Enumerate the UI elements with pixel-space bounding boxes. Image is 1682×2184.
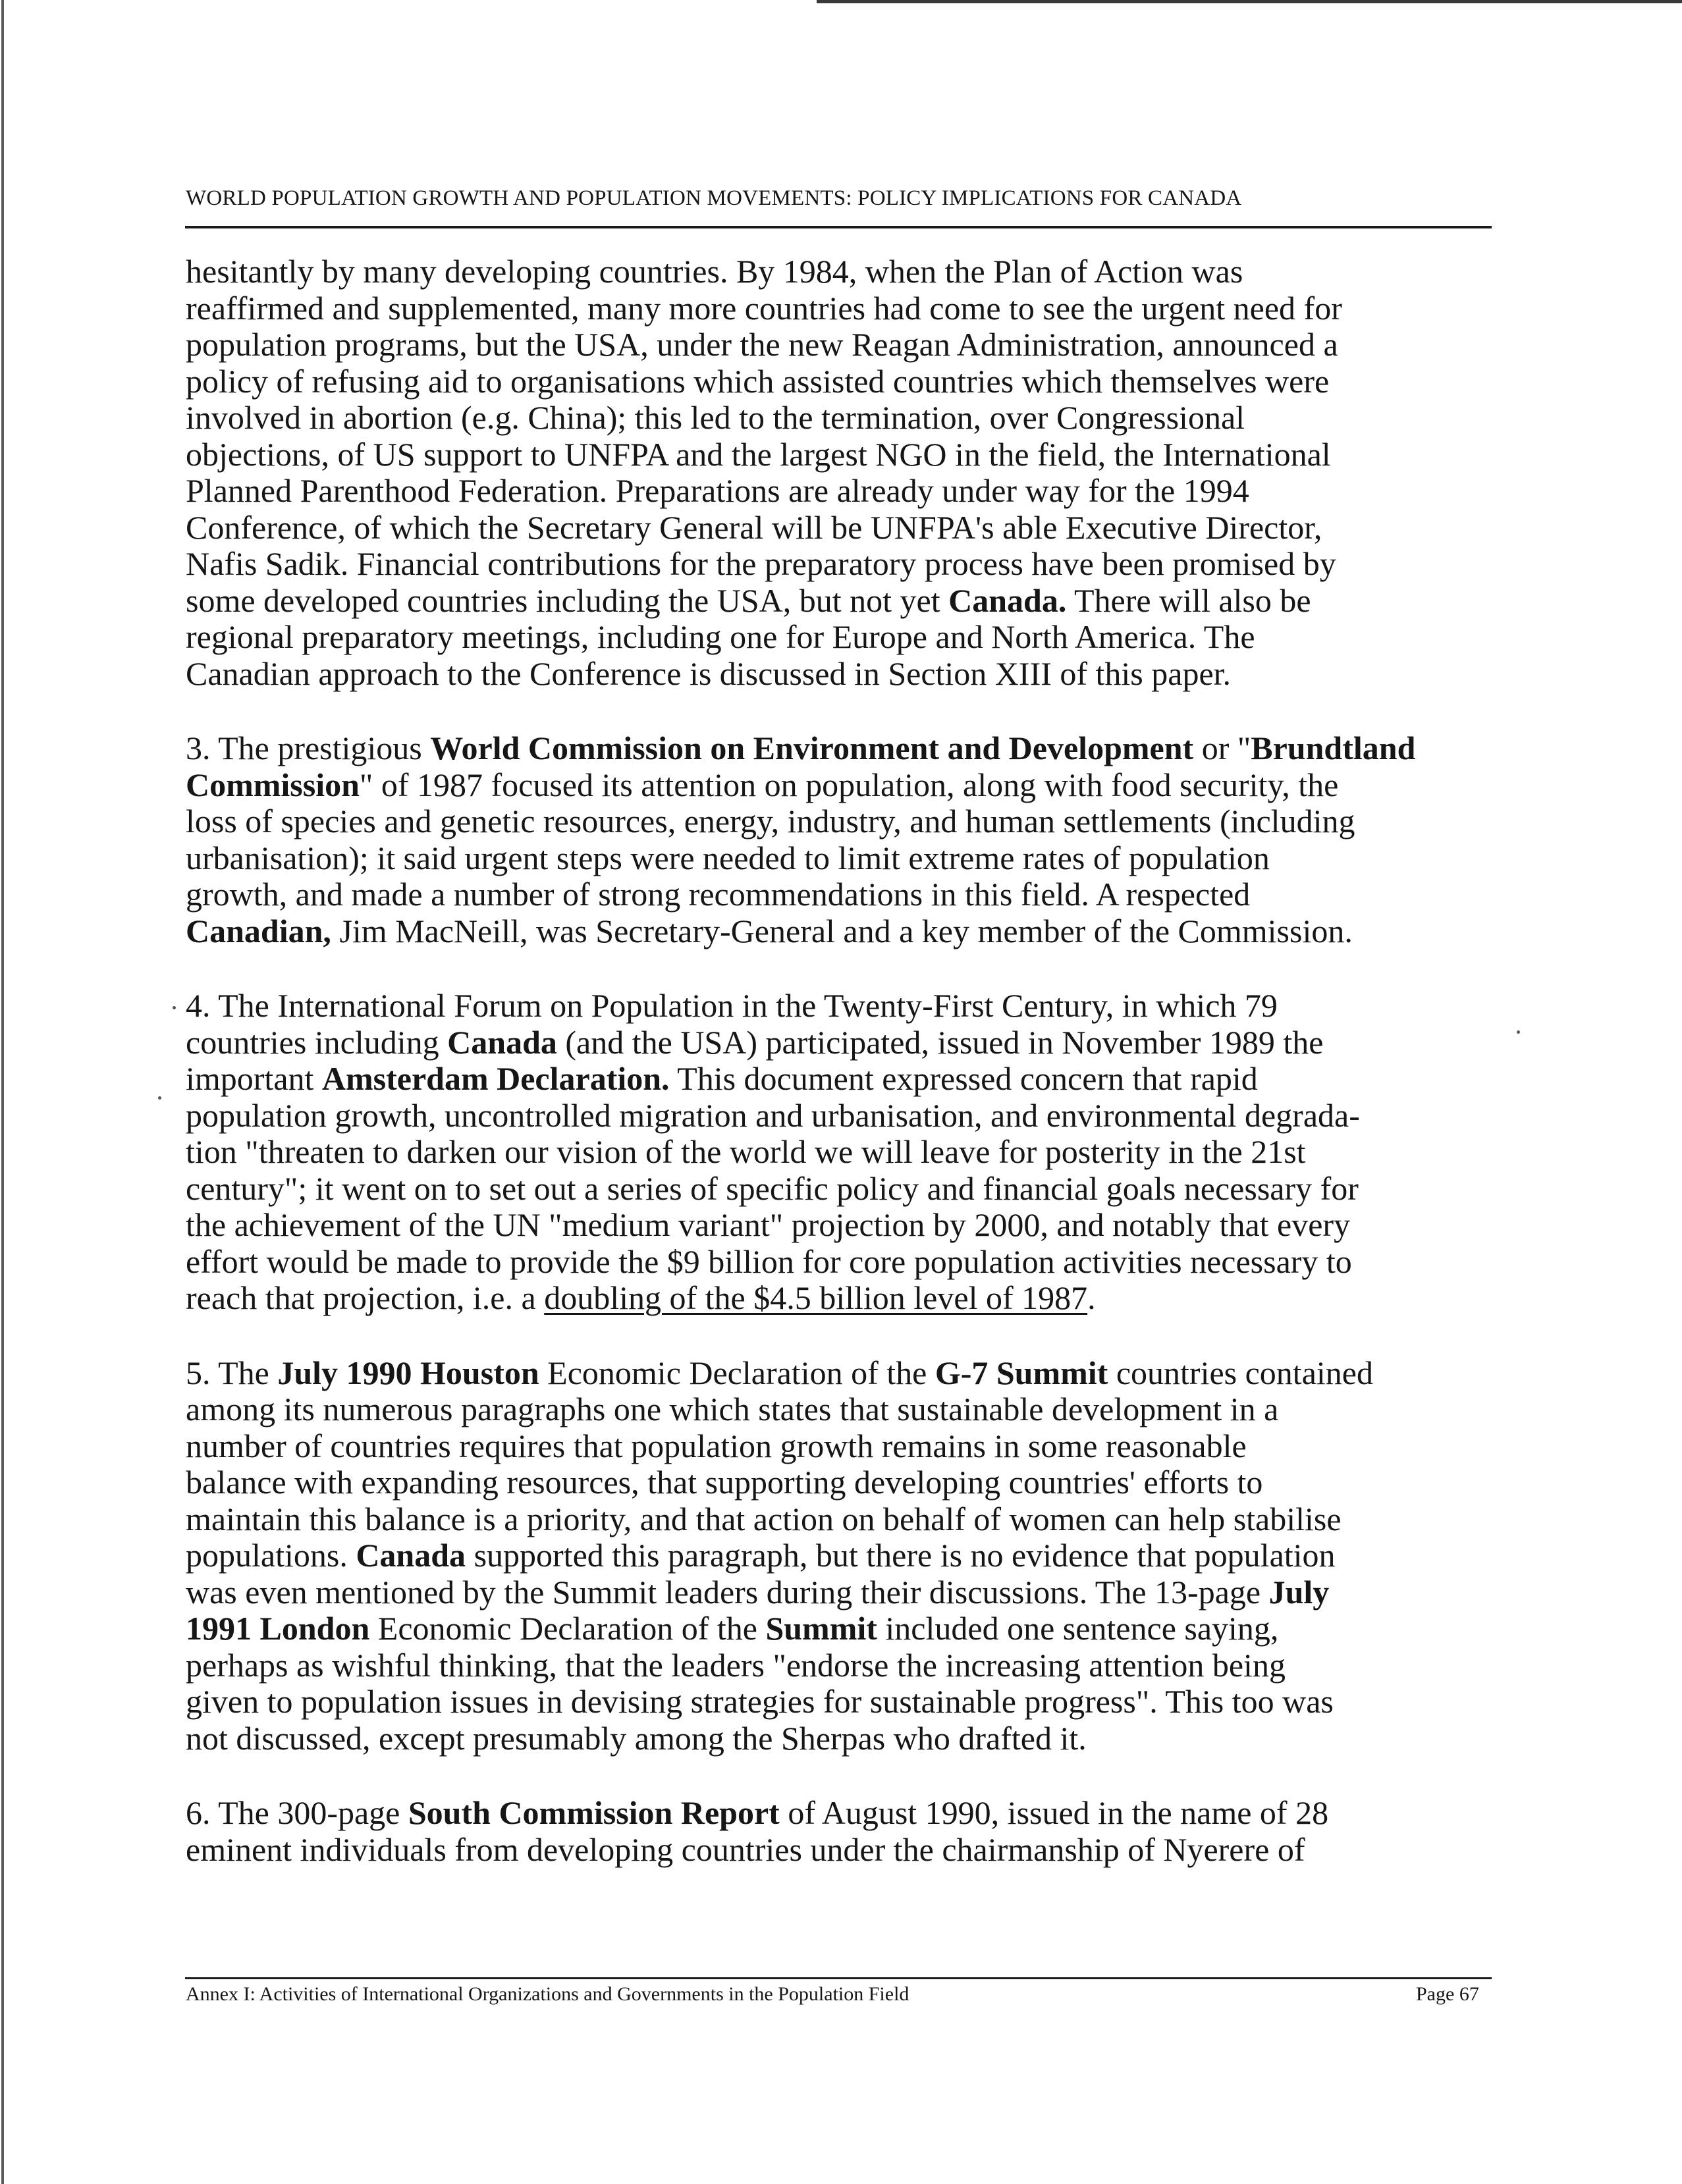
text-run: effort would be made to provide the $9 billion for core population activities necessary to [186, 1242, 1352, 1280]
text-line [186, 1574, 1496, 1611]
text-line [186, 1428, 1496, 1465]
bold-phrase: 1991 London [186, 1610, 370, 1647]
footer-annex-title: Annex I: Activities of International Organizations and Governments in the Population Field [186, 1983, 909, 2005]
bold-phrase: July [1268, 1573, 1330, 1611]
text-run: population growth, uncontrolled migration and urbanisation, and environmental degrada- [186, 1096, 1360, 1134]
text-run: urbanisation); it said urgent steps were needed to limit extreme rates of population [186, 839, 1270, 876]
text-run: balance with expanding resources, that supporting developing countries' efforts to [186, 1464, 1263, 1501]
text-run: was even mentioned by the Summit leaders during their discussions. The 13-page [186, 1573, 1269, 1611]
text-run: Economic Declaration of the [369, 1610, 766, 1647]
bold-phrase: Canada. [948, 581, 1067, 619]
text-line [186, 327, 1496, 363]
bold-phrase: Summit [765, 1610, 877, 1647]
text-run: important [186, 1060, 322, 1097]
text-run: population programs, but the USA, under the new Reagan Administration, announced a [186, 326, 1338, 363]
text-run: (and the USA) participated, issued in November 1989 the [556, 1023, 1324, 1061]
text-line [186, 290, 1496, 327]
bold-phrase: G-7 Summit [935, 1354, 1108, 1391]
text-line [186, 1832, 1496, 1869]
text-line [186, 437, 1496, 473]
text-run: regional preparatory meetings, including one for Europe and North America. The [186, 618, 1255, 655]
text-line [186, 988, 1496, 1025]
text-line [186, 656, 1496, 693]
text-line [186, 840, 1496, 877]
bold-phrase: Amsterdam Declaration. [321, 1060, 670, 1097]
text-line [186, 730, 1496, 767]
text-line [186, 1098, 1496, 1134]
text-line [186, 1537, 1496, 1574]
text-run: maintain this balance is a priority, and that action on behalf of women can help stabilise [186, 1500, 1342, 1537]
text-line [186, 1280, 1496, 1317]
text-line [186, 1025, 1496, 1061]
text-line [186, 1171, 1496, 1208]
text-run: some developed countries including the USA, but not yet [186, 581, 949, 619]
scan-top-line [817, 0, 1682, 3]
text-run: Canadian approach to the Conference is discussed in Section XIII of this paper. [186, 654, 1232, 692]
running-head: WORLD POPULATION GROWTH AND POPULATION MOVEMENTS: POLICY IMPLICATIONS FOR CANADA [186, 186, 1242, 210]
bold-phrase: Canada [356, 1537, 466, 1574]
text-line [186, 913, 1496, 950]
text-line [186, 1464, 1496, 1501]
text-line [186, 803, 1496, 840]
text-line [186, 767, 1496, 804]
text-line [186, 363, 1496, 400]
text-run: growth, and made a number of strong recommendations in this field. A respected [186, 876, 1251, 913]
text-run: This document expressed concern that rapid [669, 1060, 1258, 1097]
paragraph [186, 253, 1496, 692]
text-line [186, 583, 1496, 620]
text-run: not discussed, except presumably among the Sherpas who drafted it. [186, 1719, 1087, 1757]
text-run: perhaps as wishful thinking, that the leaders "endorse the increasing attention being [186, 1646, 1286, 1684]
text-line [186, 1720, 1496, 1757]
text-run: Economic Declaration of the [539, 1354, 935, 1391]
text-line [186, 473, 1496, 510]
text-run: There will also be [1066, 581, 1311, 619]
text-run: or " [1193, 730, 1251, 766]
text-line [186, 1061, 1496, 1098]
text-line [186, 253, 1496, 290]
bold-phrase: Canadian, [186, 912, 331, 949]
text-run: tion "threaten to darken our vision of the world we will leave for posterity in the 21st [186, 1133, 1306, 1170]
text-line [186, 876, 1496, 913]
text-run: century"; it went on to set out a series of specific policy and financial goals necessary for [186, 1169, 1359, 1207]
text-run: loss of species and genetic resources, energy, industry, and human settlements (including [186, 803, 1355, 839]
bold-phrase: Brundtland [1251, 730, 1416, 766]
text-line [186, 1501, 1496, 1538]
text-line [186, 510, 1496, 546]
text-line [186, 1207, 1496, 1244]
text-line [186, 1611, 1496, 1647]
header-rule [185, 226, 1492, 228]
text-line [186, 546, 1496, 583]
page-number: Page 67 [1416, 1983, 1479, 2005]
text-run: countries contained [1108, 1354, 1373, 1391]
bold-phrase: July 1990 Houston [277, 1354, 539, 1391]
text-run: of August 1990, issued in the name of 28 [779, 1794, 1329, 1831]
text-run: 4. The International Forum on Population in the Twenty-First Century, in which 79 [186, 987, 1278, 1024]
text-run: number of countries requires that population growth remains in some reasonable [186, 1427, 1247, 1464]
text-line [186, 1391, 1496, 1428]
scan-left-edge [1, 0, 4, 2184]
text-run: policy of refusing aid to organisations which assisted countries which themselves were [186, 362, 1330, 400]
paragraph [186, 1355, 1496, 1757]
text-run: given to population issues in devising strategies for sustainable progress". This too was [186, 1683, 1334, 1720]
text-run: hesitantly by many developing countries. By 1984, when the Plan of Action was [186, 253, 1243, 290]
paragraph [186, 1795, 1496, 1868]
text-run: 5. The [186, 1354, 278, 1391]
text-run: reaffirmed and supplemented, many more countries had come to see the urgent need for [186, 289, 1342, 327]
bold-phrase: Canada [447, 1023, 557, 1061]
text-run: Conference, of which the Secretary General will be UNFPA's able Executive Director, [186, 508, 1322, 546]
text-line [186, 1244, 1496, 1281]
text-run: 3. The prestigious [186, 730, 431, 766]
text-run: Nafis Sadik. Financial contributions for the preparatory process have been promised by [186, 545, 1336, 582]
text-run: populations. [186, 1537, 356, 1574]
bold-phrase: South Commission Report [408, 1794, 780, 1831]
text-run: reach that projection, i.e. a [186, 1279, 545, 1316]
scan-speck [1517, 1030, 1520, 1034]
text-run: Planned Parenthood Federation. Preparations are already under way for the 1994 [186, 472, 1249, 509]
text-line [186, 619, 1496, 656]
text-line [186, 400, 1496, 437]
text-run: supported this paragraph, but there is no evidence that population [466, 1537, 1336, 1574]
scan-speck [158, 1096, 161, 1100]
paragraph [186, 988, 1496, 1317]
text-line [186, 1355, 1496, 1392]
text-run: objections, of US support to UNFPA and the largest NGO in the field, the International [186, 435, 1331, 473]
text-run: " of 1987 focused its attention on population, along with food security, the [359, 766, 1339, 803]
text-line [186, 1795, 1496, 1832]
text-line [186, 1134, 1496, 1171]
text-run: among its numerous paragraphs one which states that sustainable development in a [186, 1391, 1279, 1427]
text-run: eminent individuals from developing countries under the chairmanship of Nyerere of [186, 1830, 1305, 1868]
text-run: included one sentence saying, [877, 1610, 1279, 1647]
text-run: 6. The 300-page [186, 1794, 408, 1831]
text-run: countries including [186, 1023, 448, 1061]
scan-speck [173, 1006, 176, 1009]
bold-phrase: Commission [186, 766, 360, 803]
text-run: . [1087, 1279, 1096, 1316]
text-line [186, 1647, 1496, 1684]
body-text [186, 253, 1496, 1906]
bold-phrase: World Commission on Environment and Development [430, 730, 1194, 766]
text-run: involved in abortion (e.g. China); this led to the termination, over Congressional [186, 399, 1245, 436]
footer-rule [185, 1977, 1492, 1979]
text-run: the achievement of the UN "medium variant" projection by 2000, and notably that every [186, 1206, 1351, 1243]
text-line [186, 1684, 1496, 1720]
paragraph [186, 730, 1496, 949]
text-run: Jim MacNeill, was Secretary-General and a key member of the Commission. [331, 912, 1353, 949]
underlined-phrase: doubling of the $4.5 billion level of 1987 [544, 1279, 1088, 1316]
